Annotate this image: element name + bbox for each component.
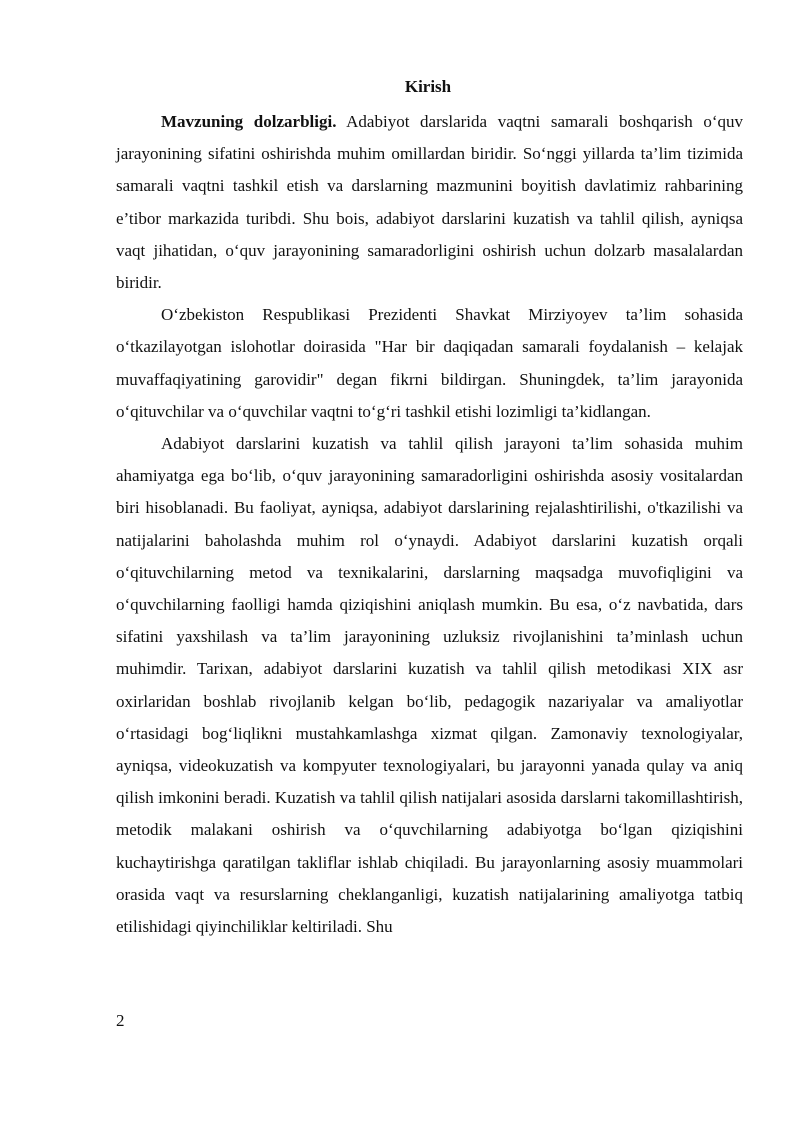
body-text	[116, 106, 743, 943]
paragraph-text: Adabiyot darslarini kuzatish va tahlil qilish jarayoni ta’lim sohasida muhim ahamiyatga ega bo‘lib, o‘quv jarayonining samaradorligini oshirishda asosiy vositalardan biri hisoblanadi. Bu faoliyat, ayniqsa, adabiyot darslarining rejalashtirilishi, o'tkazilishi va natijalarini baholashda muhim rol o‘ynaydi. Adabiyot darslarini kuzatish orqali o‘qituvchilarning metod va texnikalarini, darslarning maqsadga muvofiqligini va o‘quvchilarning faolligi hamda qiziqishini aniqlash mumkin. Bu esa, o‘z navbatida, dars sifatini yaxshilash va ta’lim jarayonining uzluksiz rivojlanishini ta’minlash uchun muhimdir. Tarixan, adabiyot darslarini kuzatish va tahlil qilish metodikasi XIX asr oxirlaridan boshlab rivojlanib kelgan bo‘lib, pedagogik nazariyalar va amaliyotlar o‘rtasidagi bog‘liqlikni mustahkamlashga xizmat qilgan. Zamonaviy texnologiyalar, ayniqsa, videokuzatish va kompyuter texnologiyalari, bu jarayonni yanada qulay va aniq qilish imkonini beradi. Kuzatish va tahlil qilish natijalari asosida darslarni takomillashtirish, metodik malakani oshirish va o‘quvchilarning adabiyotga bo‘lgan qiziqishini kuchaytirishga qaratilgan takliflar ishlab chiqiladi. Bu jarayonlarning asosiy muammolari orasida vaqt va resurslarning cheklanganligi, kuzatish natijalarining amaliyotga tatbiq etilishidagi qiyinchiliklar keltiriladi. Shu	[116, 434, 743, 937]
paragraph-lead: Mavzuning dolzarbligi.	[161, 112, 337, 131]
paragraph-observation	[116, 428, 743, 943]
paragraph-relevance	[116, 106, 743, 299]
paragraph-president-quote	[116, 299, 743, 428]
section-heading: Kirish	[404, 77, 452, 96]
page-number: 2	[116, 1011, 125, 1030]
paragraph-text: Adabiyot darslarida vaqtni samarali boshqarish o‘quv jarayonining sifatini oshirishda muhim omillardan biridir. So‘nggi yillarda ta’lim tizimida samarali vaqtni tashkil etish va darslarning mazmunini boyitish davlatimiz rahbarining e’tibor markazida turibdi. Shu bois, adabiyot darslarini kuzatish va tahlil qilish, ayniqsa vaqt jihatidan, o‘quv jarayonining samaradorligini oshirish uchun dolzarb masalalardan biridir.	[116, 112, 744, 293]
paragraph-text: O‘zbekiston Respublikasi Prezidenti Shavkat Mirziyoyev ta’lim sohasida o‘tkazilayotgan islohotlar doirasida "Har bir daqiqadan samarali foydalanish – kelajak muvaffaqiyatining garovidir" degan fikrni bildirgan. Shuningdek, ta’lim jarayonida o‘qituvchilar va o‘quvchilar vaqtni to‘g‘ri tashkil etishi lozimligi ta’kidlangan.	[116, 305, 743, 421]
